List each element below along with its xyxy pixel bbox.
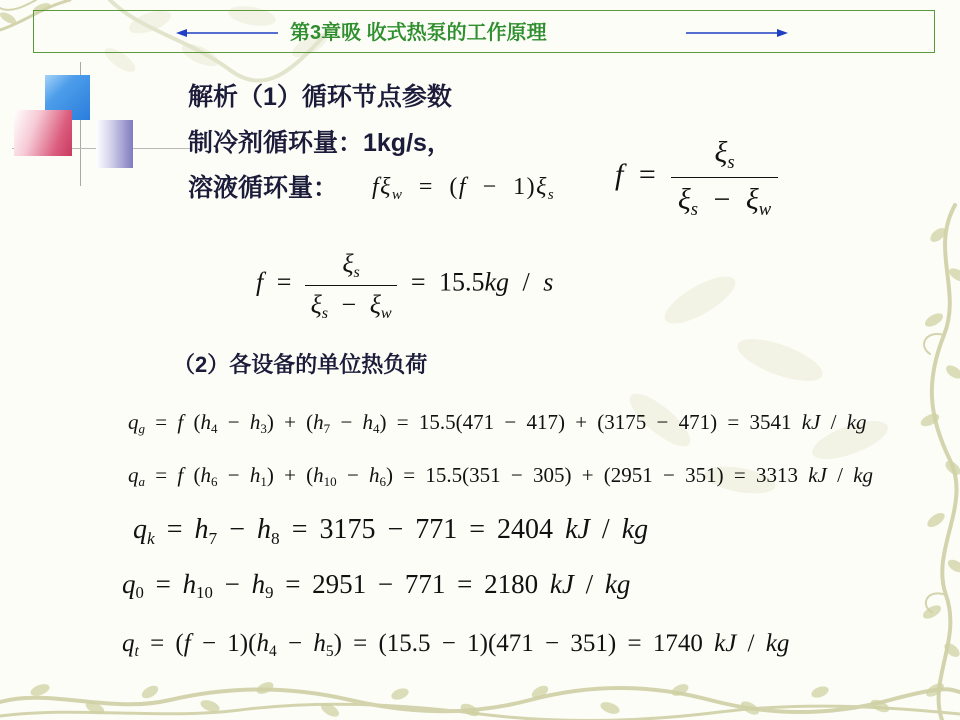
math-term <box>133 514 147 545</box>
math-symbols: − <box>336 463 370 487</box>
total-heat-load-equation <box>122 630 789 659</box>
math-subscript <box>139 421 146 436</box>
math-variable: f <box>615 157 624 191</box>
heat-load-heading: （2）各设备的单位热负荷 <box>173 352 428 377</box>
math-term <box>217 514 271 545</box>
math-variable: f <box>458 174 468 200</box>
math-term <box>267 463 324 487</box>
math-symbols: = 2951 − 771 = 2180 <box>273 569 550 599</box>
math-variable: f <box>177 463 184 487</box>
vine-leaf <box>140 683 161 701</box>
math-symbols: 3 <box>260 421 267 437</box>
math-variable: h <box>200 463 211 487</box>
math-term <box>386 463 873 487</box>
fraction-numerator <box>708 136 741 177</box>
vine-leaf <box>658 268 741 332</box>
circulation-ratio-formula <box>615 136 778 221</box>
fraction <box>671 136 777 221</box>
math-variable: kg <box>765 630 790 657</box>
math-term <box>403 174 548 200</box>
math-symbols: = 3175 − 771 = 2404 <box>279 514 566 545</box>
math-symbols: = <box>263 267 305 297</box>
math-symbols: 10 <box>323 474 337 490</box>
math-variable: h <box>194 514 209 545</box>
math-symbols: ) = 15.5(471 − 417) + (3175 − 471) = 3541 <box>379 410 802 434</box>
math-variable: k <box>147 528 155 548</box>
math-symbols: = <box>145 463 178 487</box>
math-variable: s <box>547 186 556 203</box>
math-variable: ξ <box>310 290 322 320</box>
math-term <box>342 249 353 278</box>
generator-heat-load-equation <box>128 410 867 437</box>
arrow-head <box>777 29 788 37</box>
math-symbols: / <box>589 514 622 545</box>
math-variable: f <box>183 630 191 657</box>
math-variable: q <box>133 514 147 545</box>
math-variable: kJ <box>808 463 827 487</box>
math-term <box>615 158 671 191</box>
math-subscript <box>196 583 213 602</box>
math-variable: kg <box>853 463 874 487</box>
math-variable: kg <box>484 267 510 297</box>
math-symbols: 9 <box>265 583 274 603</box>
math-symbols: − <box>212 569 252 599</box>
math-term <box>256 268 305 297</box>
math-symbols: − <box>217 514 257 545</box>
math-symbols: − <box>217 410 250 434</box>
math-symbols: / <box>509 267 544 297</box>
math-term <box>678 183 691 216</box>
math-variable: h <box>251 569 266 599</box>
math-variable: ξ <box>342 249 354 278</box>
math-variable: ξ <box>369 290 381 320</box>
math-subscript <box>548 187 555 203</box>
math-symbols: ) = (15.5 − 1)(471 − 351) = 1740 <box>333 630 715 657</box>
math-variable: h <box>249 410 261 434</box>
math-subscript <box>211 474 218 489</box>
vine-leaf <box>599 700 621 716</box>
math-term <box>139 630 269 657</box>
math-variable: a <box>138 474 146 490</box>
math-variable: q <box>128 410 139 434</box>
math-term <box>145 463 211 487</box>
fraction-denominator <box>671 177 777 221</box>
math-symbols: − <box>328 290 370 320</box>
math-subscript <box>380 474 387 489</box>
math-term <box>330 410 373 434</box>
math-symbols: − <box>330 410 363 434</box>
math-term <box>311 290 322 319</box>
vine-leaf <box>390 686 410 702</box>
math-term <box>217 410 260 434</box>
math-subscript <box>392 187 403 203</box>
math-variable: ξ <box>677 183 691 217</box>
math-variable: kJ <box>549 569 574 599</box>
vine-leaf <box>925 510 947 530</box>
fraction-denominator <box>305 285 397 321</box>
math-variable: s <box>321 305 329 323</box>
math-variable: w <box>391 186 404 203</box>
math-symbols: 7 <box>208 528 218 548</box>
math-subscript <box>139 474 146 489</box>
math-subscript <box>211 421 218 436</box>
math-symbols: 6 <box>379 474 387 490</box>
math-subscript <box>691 199 698 220</box>
leaf-layer <box>0 1 960 719</box>
math-subscript <box>326 643 334 660</box>
math-symbols: − <box>697 183 746 217</box>
top-left-vine-stem <box>0 0 36 10</box>
math-variable: kJ <box>565 514 590 545</box>
math-symbols: − <box>217 463 250 487</box>
math-variable: q <box>122 630 135 657</box>
chapter-title: 第3章吸 收式热泵的工作原理 <box>290 22 547 44</box>
math-subscript <box>147 529 155 548</box>
math-symbols: ( <box>183 410 201 434</box>
solution-flow-label: 溶液循环量： <box>188 174 339 202</box>
math-symbols: 1 <box>260 474 267 490</box>
vine-leaf <box>946 557 960 575</box>
absorber-heat-load-equation <box>128 463 874 490</box>
math-variable: h <box>182 569 197 599</box>
math-symbols: 0 <box>135 583 144 603</box>
analysis-heading: 解析（1）循环节点参数 <box>188 83 452 111</box>
math-term <box>397 268 553 297</box>
solution-balance-equation <box>372 174 555 202</box>
vine-leaf <box>733 331 828 390</box>
math-symbols: / <box>736 630 766 657</box>
math-symbols: 6 <box>210 474 218 490</box>
vine-leaf <box>29 682 51 698</box>
evaporator-heat-load-equation <box>122 569 631 603</box>
math-term <box>280 514 648 545</box>
math-variable: ξ <box>745 183 759 217</box>
math-subscript <box>759 199 771 220</box>
right-arrow-icon <box>684 26 788 40</box>
math-symbols: − <box>276 630 314 657</box>
math-subscript <box>135 643 139 660</box>
math-variable: kJ <box>714 630 737 657</box>
math-term <box>372 174 392 200</box>
math-subscript <box>260 421 267 436</box>
vine-leaf <box>459 701 481 719</box>
math-symbols: ) + ( <box>266 463 314 487</box>
math-variable: f <box>177 410 184 434</box>
left-arrow-icon <box>176 26 280 40</box>
math-variable: s <box>727 151 735 173</box>
math-variable: w <box>380 305 392 323</box>
math-variable: kg <box>621 514 649 545</box>
math-subscript <box>271 529 280 548</box>
math-term <box>145 410 211 434</box>
math-symbols: = ( <box>403 174 459 200</box>
vine-leaf <box>944 363 960 382</box>
math-term <box>273 569 630 599</box>
math-variable: fξ <box>372 174 392 200</box>
math-variable: q <box>128 463 139 487</box>
math-symbols: 4 <box>268 642 277 660</box>
math-variable: kJ <box>801 410 821 434</box>
math-variable: s <box>690 199 698 221</box>
math-symbols: 7 <box>323 421 331 437</box>
math-subscript <box>136 583 144 602</box>
math-symbols: 4 <box>210 421 218 437</box>
math-variable: q <box>122 569 136 599</box>
math-subscript <box>354 264 360 281</box>
math-symbols: 10 <box>196 583 213 603</box>
math-symbols: = <box>154 514 195 545</box>
math-term <box>380 410 867 434</box>
math-subscript <box>324 474 337 489</box>
math-variable: h <box>362 410 374 434</box>
math-symbols: / <box>820 410 847 434</box>
decorative-lavender-square <box>96 120 133 168</box>
math-variable: h <box>313 463 324 487</box>
math-term <box>144 569 196 599</box>
condenser-heat-load-equation <box>133 514 648 546</box>
math-term <box>714 136 727 169</box>
math-variable: s <box>543 267 554 297</box>
math-symbols: = <box>623 157 672 191</box>
vine-leaf <box>810 684 830 700</box>
math-variable: ξ <box>536 174 548 200</box>
math-symbols: 5 <box>325 642 334 660</box>
math-subscript <box>381 305 392 322</box>
math-symbols: = 15.5 <box>397 267 485 297</box>
math-symbols: 4 <box>373 421 380 437</box>
math-term <box>128 410 139 434</box>
math-variable: kg <box>604 569 631 599</box>
math-subscript <box>209 529 218 548</box>
math-term <box>267 410 324 434</box>
math-symbols: − 1)( <box>190 630 257 657</box>
math-variable: h <box>257 514 271 545</box>
math-variable: w <box>758 199 772 221</box>
math-symbols: − 1) <box>467 174 537 200</box>
math-symbols: ) + ( <box>266 410 314 434</box>
math-variable: h <box>249 463 261 487</box>
math-symbols: ( <box>183 463 201 487</box>
math-term <box>155 514 209 545</box>
fraction <box>305 249 397 323</box>
math-variable: h <box>200 410 211 434</box>
vine-leaf <box>255 680 276 697</box>
math-symbols: / <box>573 569 605 599</box>
math-symbols: = <box>143 569 183 599</box>
math-term <box>328 290 381 319</box>
math-subscript <box>265 583 273 602</box>
math-term <box>334 630 790 657</box>
math-term <box>698 183 759 216</box>
fraction-numerator <box>337 249 366 285</box>
math-subscript <box>260 474 267 489</box>
math-term <box>213 569 265 599</box>
math-symbols: 8 <box>271 528 280 548</box>
math-subscript <box>324 421 331 436</box>
math-subscript <box>322 305 328 322</box>
math-variable: h <box>313 410 324 434</box>
arrow-head <box>176 29 187 37</box>
math-symbols: / <box>826 463 854 487</box>
math-variable: g <box>138 421 146 437</box>
math-variable: h <box>369 463 380 487</box>
math-variable: h <box>256 630 269 657</box>
math-variable: t <box>134 642 139 660</box>
math-symbols: ) = 15.5(351 − 305) + (2951 − 351) = 3313 <box>386 463 809 487</box>
vine-leaf <box>923 311 945 330</box>
decorative-pink-square <box>14 110 72 156</box>
vine-leaf <box>921 603 943 622</box>
math-term <box>277 630 326 657</box>
math-subscript <box>269 643 277 660</box>
math-term <box>122 630 135 657</box>
math-term <box>217 463 260 487</box>
math-variable: ξ <box>714 136 728 169</box>
refrigerant-flow-text: 制冷剂循环量：1kg/s， <box>188 129 452 157</box>
math-variable: h <box>313 630 326 657</box>
math-variable: s <box>353 264 360 282</box>
math-variable: f <box>256 267 264 297</box>
math-symbols: = ( <box>138 630 184 657</box>
math-symbols: = <box>145 410 178 434</box>
math-term <box>128 463 139 487</box>
math-subscript <box>373 421 380 436</box>
math-term <box>122 569 136 599</box>
math-subscript <box>727 152 734 173</box>
circulation-ratio-value <box>256 249 554 323</box>
math-variable: kg <box>846 410 867 434</box>
math-term <box>337 463 380 487</box>
